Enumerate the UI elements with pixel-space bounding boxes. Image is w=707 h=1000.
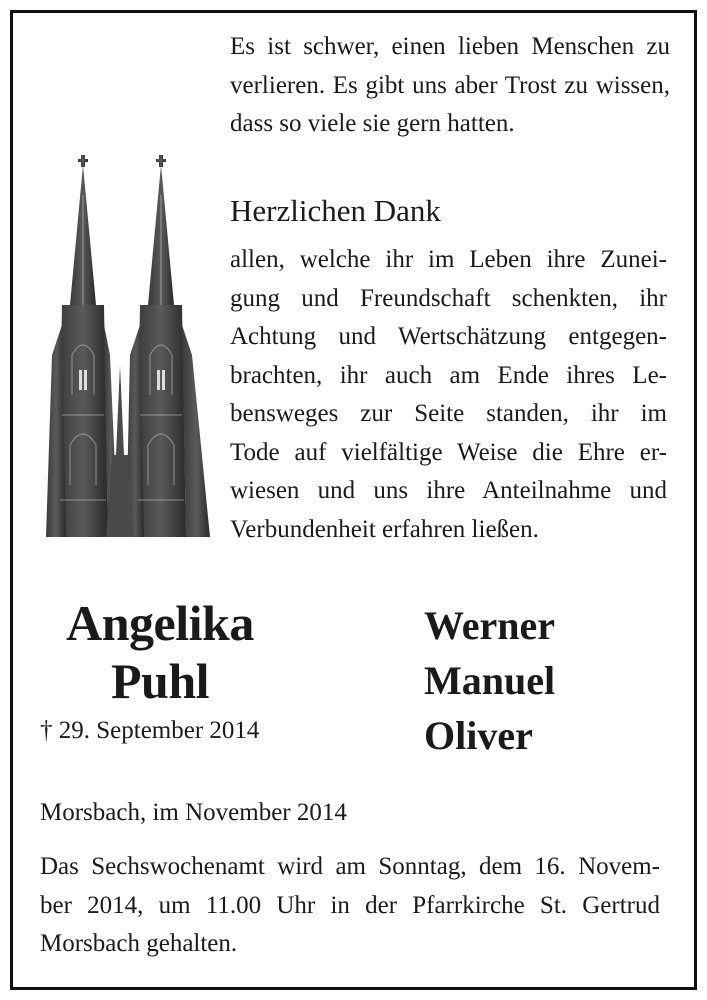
deceased-name (30, 594, 290, 710)
thanks-line: Achtung und Wertschätzung entgegen- (230, 323, 667, 350)
quote-text (230, 28, 670, 144)
mass-announcement (40, 848, 660, 964)
quote-line: Es ist schwer, einen lieben Menschen zu (230, 33, 670, 60)
thanks-heading: Herzlichen Dank (230, 193, 441, 228)
death-date: † 29. September 2014 (40, 717, 260, 744)
place-date: Morsbach, im November 2014 (40, 799, 347, 826)
survivor-name: Manuel (424, 658, 556, 703)
survivors-list (424, 598, 555, 763)
thanks-line: Verbundenheit erfahren ließen. (230, 515, 539, 543)
thanks-line: brachten, ihr auch am Ende ihres Le- (230, 361, 667, 389)
thanks-line: Tode auf vielfältige Weise die Ehre er- (230, 438, 667, 466)
deceased-last-name: Puhl (110, 653, 210, 709)
mass-line: ber 2014, um 11.00 Uhr in der Pfarrkirche St. Gertrud (40, 891, 660, 919)
thanks-line: bensweges zur Seite standen, ihr im (230, 400, 667, 427)
thanks-line: wiesen und uns ihre Anteilnahme und (230, 477, 667, 504)
survivor-name: Oliver (424, 713, 533, 758)
deceased-first-name: Angelika (66, 595, 254, 651)
thanks-text (230, 241, 667, 549)
survivor-name: Werner (424, 603, 556, 648)
thanks-line: allen, welche ihr im Leben ihre Zunei- (230, 246, 667, 273)
mass-line: Das Sechswochenamt wird am Sonntag, dem 16. Novem- (40, 853, 660, 880)
mass-line: Morsbach gehalten. (40, 930, 238, 957)
quote-line: dass so viele sie gern hatten. (230, 110, 515, 137)
quote-line: verlieren. Es gibt uns aber Trost zu wissen, (230, 71, 670, 99)
cologne-cathedral-illustration (42, 155, 212, 537)
thanks-line: gung und Freundschaft schenkten, ihr (230, 284, 667, 312)
